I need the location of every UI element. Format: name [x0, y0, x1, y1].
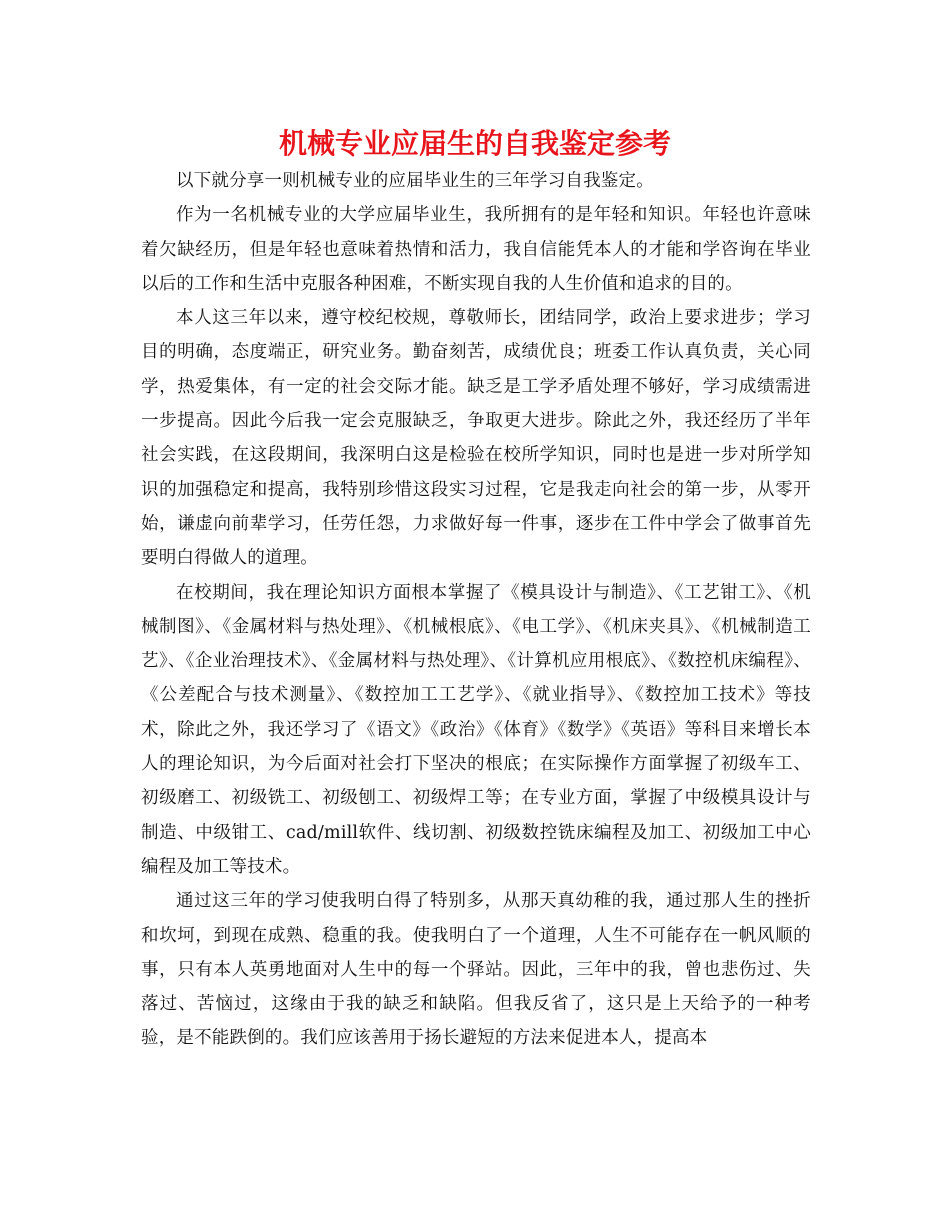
paragraph-courses: 在校期间，我在理论知识方面根本掌握了《模具设计与制造》、《工艺钳工》、《机械制图》、《金属材料与热处理》、《机械根底》、《电工学》、《机床夹具》、《机械制造工艺》、《企业治理技术》、《金属材料与热处理》、《计算机应用根底》、《数控机床编程》、《公差配合与技术测量》、《数控加工工艺学》、《就业指导》、《数控加工技术》等技术，除此之外，我还学习了《语文》《政治》《体育》《数学》《英语》等科目来增长本人的理论知识，为今后面对社会打下坚决的根底；在实际操作方面掌握了初级车工、初级磨工、初级铣工、初级刨工、初级焊工等；在专业方面，掌握了中级模具设计与制造、中级钳工、cad/mill软件、线切割、初级数控铣床编程及加工、初级加工中心编程及加工等技术。 [141, 582, 811, 877]
paragraph-three-years: 本人这三年以来，遵守校纪校规，尊敬师长，团结同学，政治上要求进步；学习目的明确，态度端正，研究业务。勤奋刻苦，成绩优良；班委工作认真负责，关心同学，热爱集体，有一定的社会交际才能。缺乏是工学矛盾处理不够好，学习成绩需进一步提高。因此今后我一定会克服缺乏，争取更大进步。除此之外，我还经历了半年社会实践，在这段期间，我深明白这是检验在校所学知识，同时也是进一步对所学知识的加强稳定和提高，我特别珍惜这段实习过程，它是我走向社会的第一步，从零开始，谦虚向前辈学习，任劳任怨，力求做好每一件事，逐步在工件中学会了做事首先要明白得做人的道理。 [141, 308, 811, 569]
paragraph-intro: 以下就分享一则机械专业的应届毕业生的三年学习自我鉴定。 [176, 171, 654, 191]
document-body [141, 164, 811, 1056]
document-title: 机械专业应届生的自我鉴定参考 [278, 127, 671, 160]
paragraph-reflection: 通过这三年的学习使我明白得了特别多，从那天真幼稚的我，通过那人生的挫折和坎坷，到现在成熟、稳重的我。使我明白了一个道理，人生不可能存在一帆风顺的事，只有本人英勇地面对人生中的每一个驿站。因此，三年中的我，曾也悲伤过、失落过、苦恼过，这缘由于我的缺乏和缺陷。但我反省了，这只是上天给予的一种考验，是不能跌倒的。我们应该善用于扬长避短的方法来促进本人，提高本 [141, 891, 811, 1049]
paragraph-self-introduction: 作为一名机械专业的大学应届毕业生，我所拥有的是年轻和知识。年轻也许意味着欠缺经历，但是年轻也意味着热情和活力，我自信能凭本人的才能和学咨询在毕业以后的工作和生活中克服各种困难，不断实现自我的人生价值和追求的目的。 [141, 205, 811, 294]
